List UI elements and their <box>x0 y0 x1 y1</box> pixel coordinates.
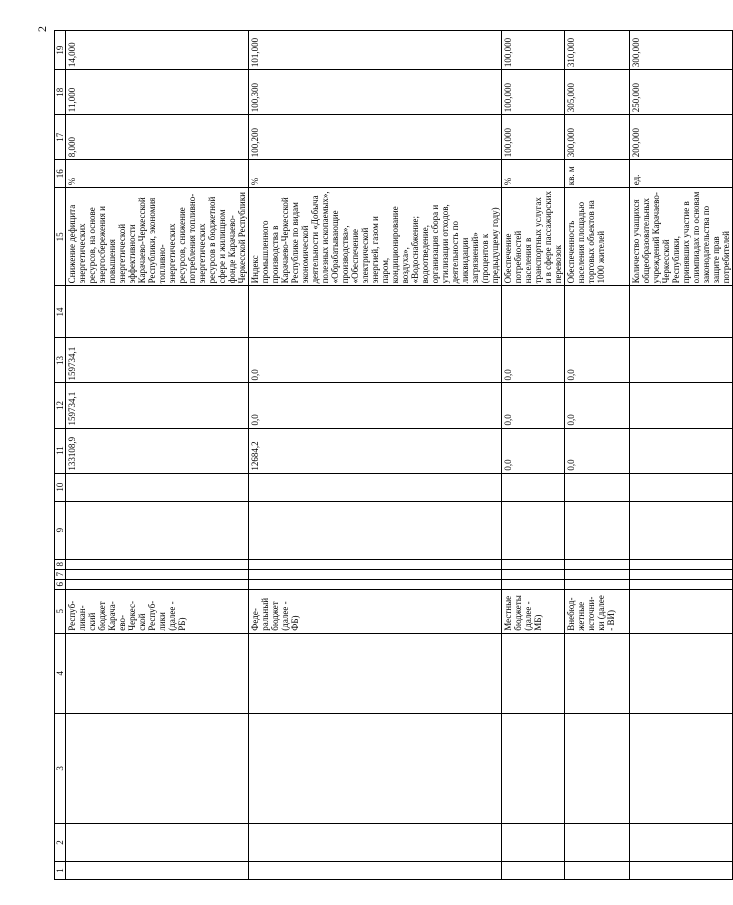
value-col19: 310,000 <box>565 31 630 70</box>
indicator-text: Индекс промышленного производства в Карачаево-Черкесской Республике по видам экономической деятельности «Добыча полезных ископаемых», «Обрабатывающие производства», «Обеспечение электрической энергией, газом и паром, кондиционирование воздуха», «Водоснабжение; водоотведение, организация сбора и утилизации отходов, деятельность по ликвидации загрязнений» (процентов к предыдущему году) <box>249 188 502 286</box>
col-num-13: 13 <box>55 338 66 383</box>
value-col18: 250,000 <box>630 70 733 115</box>
value-col18: 305,000 <box>565 70 630 115</box>
value-col19: 300,000 <box>630 31 733 70</box>
amount-col12: 159734,1 <box>66 383 249 428</box>
program-table <box>54 30 733 880</box>
col-num-17: 17 <box>55 115 66 160</box>
cell-col10 <box>66 473 249 501</box>
cell-col8 <box>630 559 733 569</box>
cell-col1 <box>502 861 565 879</box>
col-num-5: 5 <box>55 589 66 633</box>
amount-col11: 133108,9 <box>66 428 249 473</box>
table-row <box>502 31 565 880</box>
indicator-text: Количество учащихся общеобразовательных учреждений Карачаево-Черкесской Республики, принявших участие в олимпиадах по основам законодательства по защите прав потребителей <box>630 188 733 286</box>
unit: % <box>66 160 249 188</box>
cell-col4 <box>502 633 565 713</box>
cell-col6 <box>630 579 733 589</box>
unit: кв. м <box>565 160 630 188</box>
cell-col14 <box>66 286 249 338</box>
amount-col13: 0,0 <box>502 338 565 383</box>
indicator-text: Обеспечение потребностей населения в транспортных услугах и в сфере пассажирских перевозок <box>502 188 565 286</box>
cell-col13 <box>630 338 733 383</box>
col-num-16: 16 <box>55 160 66 188</box>
unit: ед. <box>630 160 733 188</box>
cell-col3 <box>502 713 565 823</box>
funding-source-vi: Внебюд-жетные источни-ки (далее - ВИ) <box>565 589 630 633</box>
cell-col9 <box>249 501 502 559</box>
col-num-10: 10 <box>55 473 66 501</box>
cell-col7 <box>66 569 249 579</box>
amount-col12: 0,0 <box>249 383 502 428</box>
cell-col6 <box>565 579 630 589</box>
cell-col8 <box>66 559 249 569</box>
cell-col9 <box>630 501 733 559</box>
col-num-14: 14 <box>55 286 66 338</box>
cell-col2 <box>66 823 249 861</box>
cell-col4 <box>565 633 630 713</box>
cell-col6 <box>249 579 502 589</box>
col-num-6: 6 <box>55 579 66 589</box>
unit: % <box>249 160 502 188</box>
cell-col1 <box>66 861 249 879</box>
cell-col2 <box>249 823 502 861</box>
col-num-9: 9 <box>55 501 66 559</box>
cell-col2 <box>565 823 630 861</box>
col-num-8: 8 <box>55 559 66 569</box>
value-col17: 300,000 <box>565 115 630 160</box>
value-col18: 11,000 <box>66 70 249 115</box>
funding-source-rb: Респуб-ликан-ский бюджет Карача-ево-Черкес-ской Респуб-лики (далее - РБ) <box>66 589 249 633</box>
value-col18: 100,000 <box>502 70 565 115</box>
cell-col4 <box>630 633 733 713</box>
table-row <box>66 31 249 880</box>
cell-col4 <box>66 633 249 713</box>
cell-col3 <box>565 713 630 823</box>
cell-col6 <box>502 579 565 589</box>
cell-col7 <box>502 569 565 579</box>
cell-col6 <box>66 579 249 589</box>
value-col17: 100,000 <box>502 115 565 160</box>
column-number-row <box>55 31 66 880</box>
funding-source-mb: Местные бюджеты (далее - МБ) <box>502 589 565 633</box>
col-num-7: 7 <box>55 569 66 579</box>
value-col17: 200,000 <box>630 115 733 160</box>
cell-col14 <box>502 286 565 338</box>
amount-col12: 0,0 <box>565 383 630 428</box>
cell-col14 <box>630 286 733 338</box>
amount-col13: 0,0 <box>565 338 630 383</box>
value-col19: 100,000 <box>502 31 565 70</box>
cell-col2 <box>502 823 565 861</box>
col-num-12: 12 <box>55 383 66 428</box>
amount-col11: 12684,2 <box>249 428 502 473</box>
rotated-page <box>54 30 731 880</box>
value-col17: 8,000 <box>66 115 249 160</box>
cell-col1 <box>249 861 502 879</box>
cell-col5 <box>630 589 733 633</box>
col-num-1: 1 <box>55 861 66 879</box>
cell-col14 <box>565 286 630 338</box>
cell-col10 <box>630 473 733 501</box>
cell-col9 <box>565 501 630 559</box>
col-num-4: 4 <box>55 633 66 713</box>
amount-col13: 0,0 <box>249 338 502 383</box>
value-col19: 14,000 <box>66 31 249 70</box>
unit: % <box>502 160 565 188</box>
indicator-text: Снижение дефицита энергетических ресурсов, на основе энергосбережения и повышения энергетической эффективности Карачаево-Черкесской Республики, экономия топливно-энергетических ресурсов, снижение потребления топливно-энергетических ресурсов в бюджетной сфере и жилищном фонде Карачаево-Черкесской Республики <box>66 188 249 286</box>
cell-col7 <box>630 569 733 579</box>
table-row <box>565 31 630 880</box>
col-num-15: 15 <box>55 188 66 286</box>
funding-source-fb: Феде-ральный бюджет (далее - ФБ) <box>249 589 502 633</box>
cell-col11 <box>630 428 733 473</box>
cell-col10 <box>565 473 630 501</box>
cell-col3 <box>249 713 502 823</box>
value-col17: 100,200 <box>249 115 502 160</box>
cell-col9 <box>502 501 565 559</box>
amount-col13: 159734,1 <box>66 338 249 383</box>
col-num-2: 2 <box>55 823 66 861</box>
cell-col9 <box>66 501 249 559</box>
table-row <box>249 31 502 880</box>
indicator-text: Обеспеченность населения площадью торговых объектов на 1000 жителей <box>565 188 630 286</box>
cell-col10 <box>502 473 565 501</box>
cell-col4 <box>249 633 502 713</box>
amount-col12: 0,0 <box>502 383 565 428</box>
cell-col1 <box>565 861 630 879</box>
cell-col3 <box>66 713 249 823</box>
cell-col10 <box>249 473 502 501</box>
cell-col7 <box>249 569 502 579</box>
cell-col7 <box>565 569 630 579</box>
cell-col8 <box>502 559 565 569</box>
col-num-18: 18 <box>55 70 66 115</box>
table-row <box>630 31 733 880</box>
value-col18: 100,300 <box>249 70 502 115</box>
cell-col8 <box>249 559 502 569</box>
value-col19: 101,000 <box>249 31 502 70</box>
col-num-11: 11 <box>55 428 66 473</box>
cell-col1 <box>630 861 733 879</box>
cell-col2 <box>630 823 733 861</box>
col-num-19: 19 <box>55 31 66 70</box>
cell-col14 <box>249 286 502 338</box>
amount-col11: 0,0 <box>502 428 565 473</box>
page-number: 2 <box>35 26 49 32</box>
cell-col3 <box>630 713 733 823</box>
cell-col12 <box>630 383 733 428</box>
col-num-3: 3 <box>55 713 66 823</box>
cell-col8 <box>565 559 630 569</box>
amount-col11: 0,0 <box>565 428 630 473</box>
